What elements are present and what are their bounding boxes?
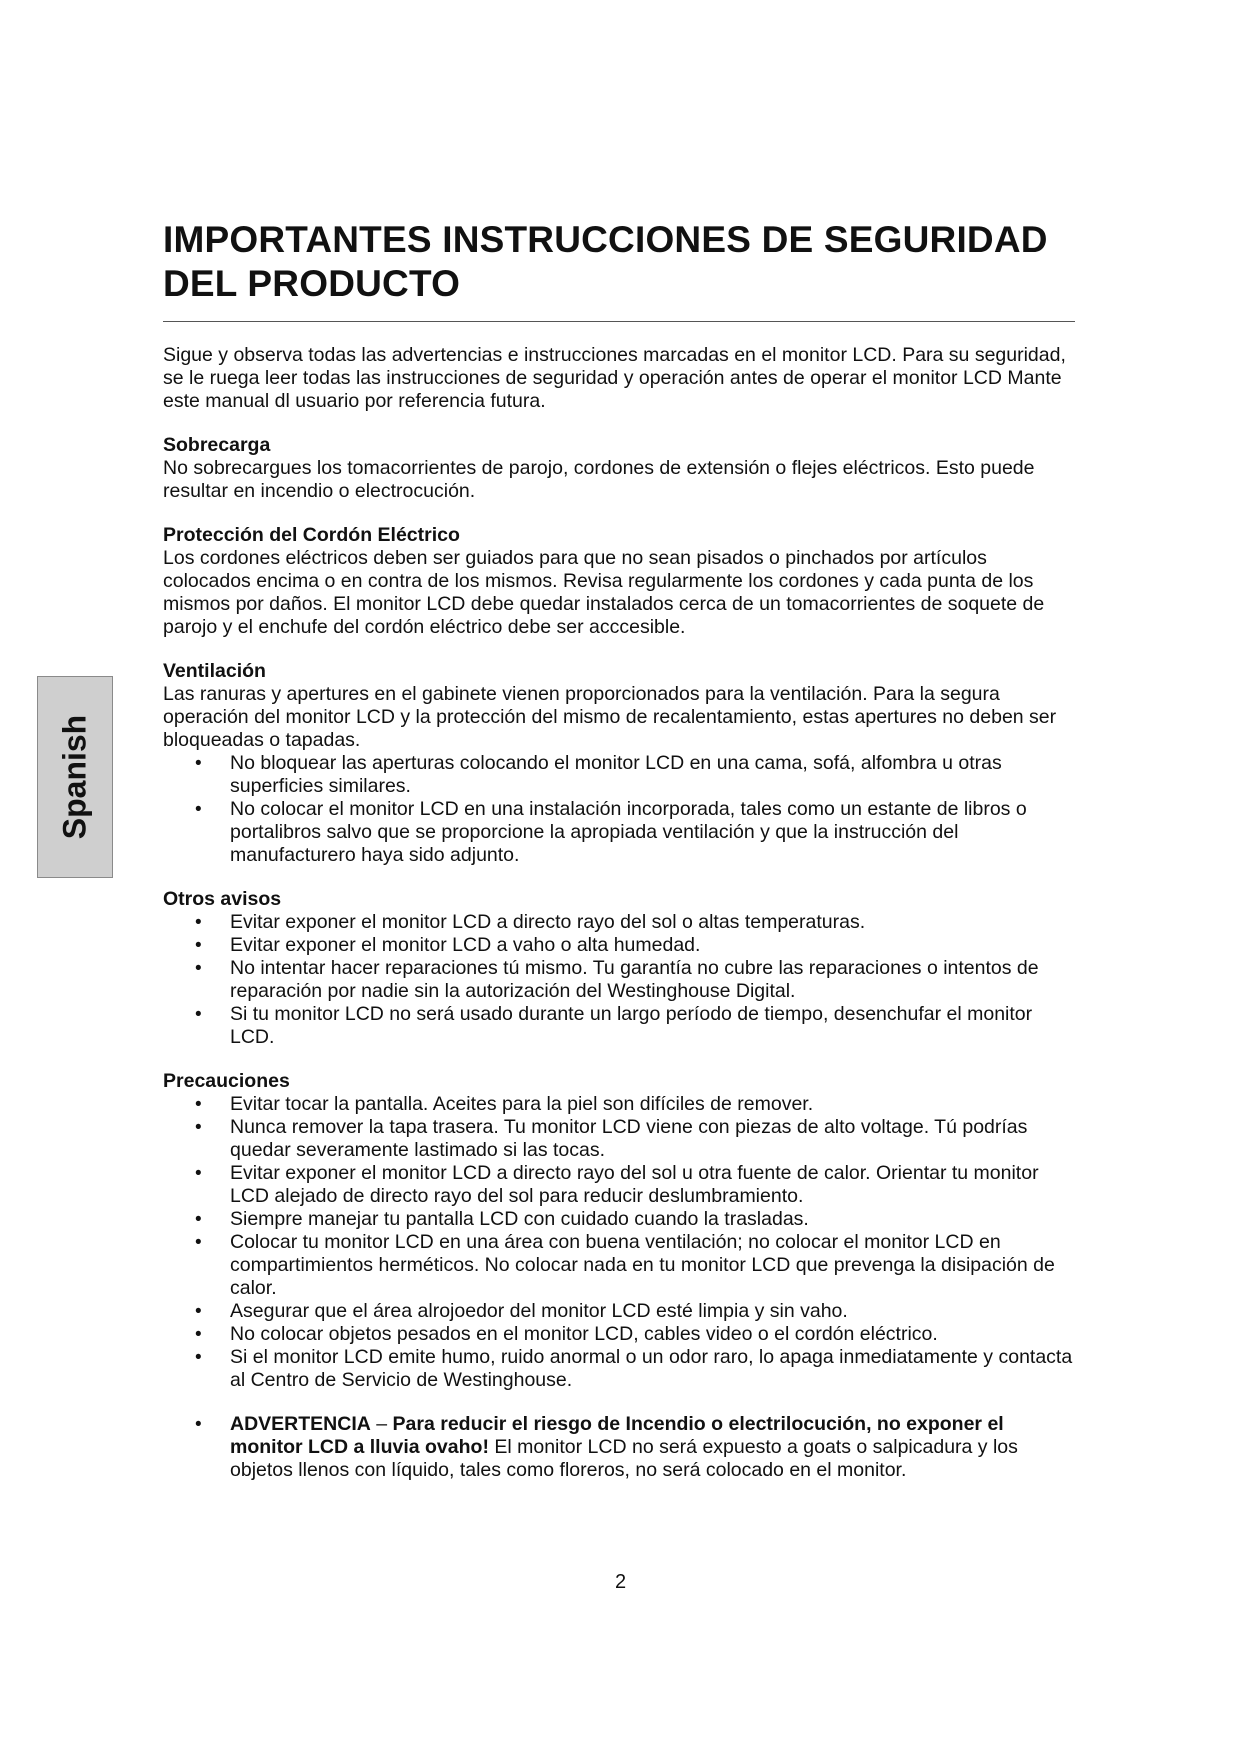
title-divider	[163, 321, 1075, 322]
language-label: Spanish	[56, 714, 93, 840]
list-item: • Asegurar que el área alrojoedor del monitor LCD esté limpia y sin vaho.	[163, 1300, 1075, 1323]
bullet-list	[163, 752, 1075, 867]
list-item: • Colocar tu monitor LCD en una área con buena ventilación; no colocar el monitor LCD en compartimientos herméticos. No colocar nada en tu monitor LCD que prevenga la disipación de calor.	[163, 1231, 1075, 1300]
warning-label: ADVERTENCIA	[230, 1413, 371, 1435]
section-cordon	[163, 524, 1075, 639]
section-heading: Sobrecarga	[163, 434, 271, 456]
list-item: • No bloquear las aperturas colocando el monitor LCD en una cama, sofá, alfombra u otras superficies similares.	[163, 752, 1075, 798]
list-item: • Evitar exponer el monitor LCD a directo rayo del sol u otra fuente de calor. Orientar tu monitor LCD alejado de directo rayo del sol para reducir deslumbramiento.	[163, 1162, 1075, 1208]
page-number: 2	[614, 1571, 627, 1593]
section-text: Los cordones eléctricos deben ser guiados para que no sean pisados o pinchados por artículos colocados encima o en contra de los mismos. Revisa regularmente los cordones y cada punta de los mismos por daños. El monitor LCD debe quedar instalados cerca de un tomacorrientes de soquete de parojo y el enchufe del cordón eléctrico debe ser acccesible.	[163, 547, 1045, 638]
list-item: • Si el monitor LCD emite humo, ruido anormal o un odor raro, lo apaga inmediatamente y contacta al Centro de Servicio de Westinghouse.	[163, 1346, 1075, 1392]
bullet-list	[163, 911, 1075, 1049]
list-item: • No colocar objetos pesados en el monitor LCD, cables video o el cordón eléctrico.	[163, 1323, 1075, 1346]
section-heading: Otros avisos	[163, 888, 282, 910]
section-text: No sobrecargues los tomacorrientes de parojo, cordones de extensión o flejes eléctricos. Esto puede resultar en incendio o electrocución.	[163, 457, 1035, 502]
list-item: • Evitar exponer el monitor LCD a directo rayo del sol o altas temperaturas.	[163, 911, 1075, 934]
section-ventilacion	[163, 660, 1075, 867]
document-page	[163, 218, 1075, 1482]
section-text: Las ranuras y apertures en el gabinete vienen proporcionados para la ventilación. Para la segura operación del monitor LCD y la protección del mismo de recalentamiento, estas apertures no deben ser bloqueadas o tapadas.	[163, 683, 1057, 751]
section-heading: Precauciones	[163, 1070, 290, 1092]
warning-text: El monitor LCD no será expuesto a goats o salpicadura y los objetos llenos con líquido, tales como floreros, no será colocado en el monitor.	[230, 1436, 1018, 1481]
list-item: • No intentar hacer reparaciones tú mismo. Tu garantía no cubre las reparaciones o intentos de reparación por nadie sin la autorización del Westinghouse Digital.	[163, 957, 1075, 1003]
list-item: • No colocar el monitor LCD en una instalación incorporada, tales como un estante de libros o portalibros salvo que se proporcione la apropiada ventilación y que la instrucción del manufacturero haya sido adjunto.	[163, 798, 1075, 867]
section-precauciones	[163, 1070, 1075, 1392]
warning-list	[163, 1413, 1075, 1482]
section-otros-avisos	[163, 888, 1075, 1049]
intro-paragraph: Sigue y observa todas las advertencias e instrucciones marcadas en el monitor LCD. Para su seguridad, se le ruega leer todas las instrucciones de seguridad y operación antes de operar el monitor LCD Mante este manual dl usuario por referencia futura.	[163, 344, 1066, 412]
section-heading: Ventilación	[163, 660, 266, 682]
section-sobrecarga	[163, 434, 1075, 503]
page-title: IMPORTANTES INSTRUCCIONES DE SEGURIDAD DEL PRODUCTO	[163, 219, 1048, 304]
bullet-list	[163, 1093, 1075, 1392]
language-side-tab	[37, 676, 113, 878]
warning-bold-text: Para reducir el riesgo de Incendio o electrilocución, no exponer el monitor LCD a lluvia ovaho!	[230, 1413, 1004, 1458]
list-item: • Si tu monitor LCD no será usado durante un largo período de tiempo, desenchufar el monitor LCD.	[163, 1003, 1075, 1049]
warning-item	[163, 1413, 1075, 1482]
list-item: • Evitar exponer el monitor LCD a vaho o alta humedad.	[163, 934, 1075, 957]
warning-dash: –	[370, 1413, 393, 1435]
list-item: • Evitar tocar la pantalla. Aceites para la piel son difíciles de remover.	[163, 1093, 1075, 1116]
section-heading: Protección del Cordón Eléctrico	[163, 524, 460, 546]
list-item: • Nunca remover la tapa trasera. Tu monitor LCD viene con piezas de alto voltage. Tú podrías quedar severamente lastimado si las tocas.	[163, 1116, 1075, 1162]
list-item: • Siempre manejar tu pantalla LCD con cuidado cuando la trasladas.	[163, 1208, 1075, 1231]
